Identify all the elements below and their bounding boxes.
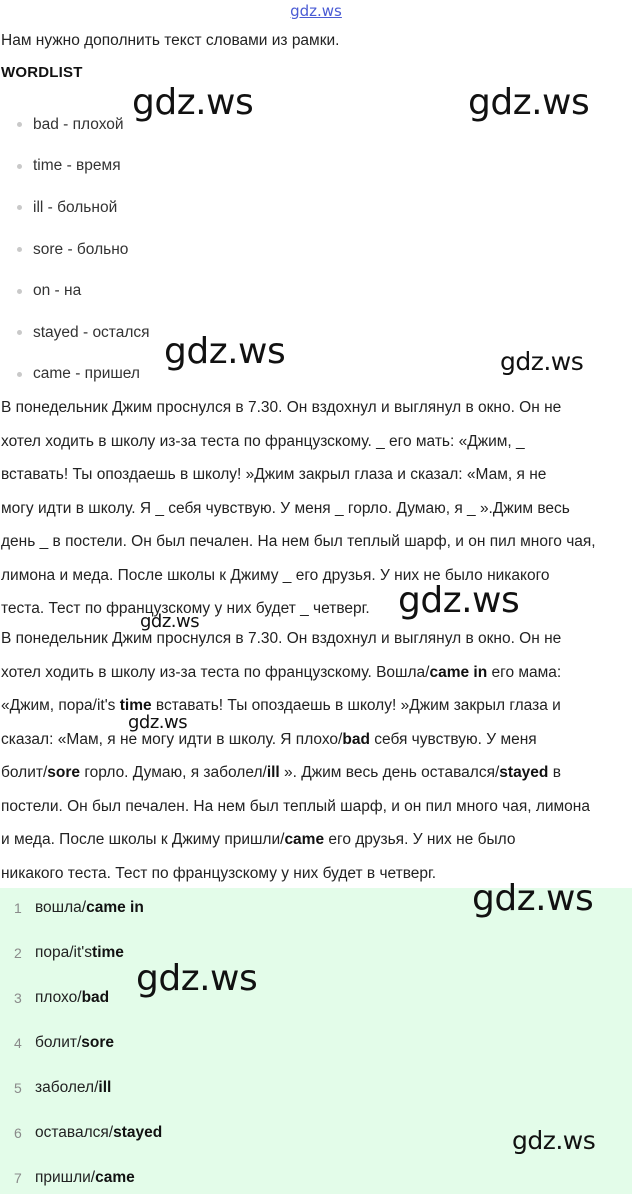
answer-text-run: сказал: «Мам, я не могу идти в школу. Я плохо/ <box>1 730 343 748</box>
answer-text <box>1 622 632 890</box>
answer-text-run: и меда. После школы к Джиму пришли/ <box>1 831 285 848</box>
wordlist-item: time - время <box>0 146 150 188</box>
answers-list <box>0 885 162 1200</box>
answer-text-run: болит/ <box>1 764 48 781</box>
bullet-icon <box>17 330 22 335</box>
task-text-line: теста. Тест по французскому у них будет _ четверг. <box>1 600 370 617</box>
answer-item <box>0 1065 162 1110</box>
answer-ru: оставался/ <box>35 1123 114 1141</box>
answer-ru: пора/it's <box>35 943 93 961</box>
answer-text-run: в <box>548 764 561 781</box>
wordlist-item: sore - больно <box>0 229 150 271</box>
answer-keyword: stayed <box>499 764 549 781</box>
answer-en: bad <box>81 988 110 1006</box>
answer-item <box>0 885 162 930</box>
answer-ru: пришли/ <box>35 1168 96 1186</box>
wordlist <box>0 104 150 395</box>
answer-keyword: bad <box>342 730 370 748</box>
answer-ru: вошла/ <box>35 898 87 916</box>
answer-text-line <box>1 656 632 690</box>
answer-text-run: В понедельник Джим проснулся в 7.30. Он вздохнул и выглянул в окно. Он не <box>1 630 562 647</box>
bullet-icon <box>17 122 22 127</box>
answer-keyword: sore <box>47 764 81 781</box>
watermark: gdz.ws <box>398 580 520 621</box>
answer-en: stayed <box>113 1123 163 1141</box>
answer-text-run: вставать! Ты опоздаешь в школу! »Джим закрыл глаза и <box>151 697 561 714</box>
answer-text-line <box>1 622 632 656</box>
bullet-icon <box>17 247 22 252</box>
answer-number: 4 <box>14 1034 22 1051</box>
task-text-line: вставать! Ты опоздаешь в школу! »Джим закрыл глаза и сказал: «Мам, я не <box>1 466 547 483</box>
wordlist-item: bad - плохой <box>0 104 150 146</box>
answer-ru: заболел/ <box>35 1078 99 1096</box>
wordlist-item: stayed - остался <box>0 312 150 354</box>
answer-text-run: его мама: <box>487 663 562 681</box>
watermark: gdz.ws <box>140 611 200 632</box>
watermark: gdz.ws <box>164 331 286 372</box>
answer-en: ill <box>98 1078 112 1096</box>
answer-text-run: постели. Он был печален. На нем был теплый шарф, и он пил много чая, лимона <box>1 797 590 815</box>
task-text-line: лимона и меда. После школы к Джиму _ его друзья. У них не было никакого <box>1 566 550 584</box>
answer-keyword: ill <box>266 764 280 781</box>
bullet-icon <box>17 205 22 210</box>
answer-item <box>0 1110 162 1155</box>
answer-number: 6 <box>14 1124 22 1141</box>
bullet-icon <box>17 289 22 294</box>
bullet-icon <box>17 164 22 169</box>
watermark: gdz.ws <box>500 347 584 376</box>
answer-text-line <box>1 790 632 824</box>
answer-text-line <box>1 689 632 723</box>
task-text-line: В понедельник Джим проснулся в 7.30. Он вздохнул и выглянул в окно. Он не <box>1 399 562 416</box>
answer-number: 5 <box>14 1079 22 1096</box>
answer-text-run: ». Джим весь день оставался/ <box>279 764 500 781</box>
wordlist-item: ill - больной <box>0 187 150 229</box>
intro-text: Нам нужно дополнить текст словами из рамки. <box>1 32 340 49</box>
answer-text-run: горло. Думаю, я заболел/ <box>80 764 267 781</box>
answer-number: 2 <box>14 944 22 961</box>
answer-number: 7 <box>14 1169 22 1186</box>
wordlist-heading: WORDLIST <box>1 64 83 81</box>
answer-text-line <box>1 723 632 757</box>
answer-text-run: хотел ходить в школу из-за теста по французскому. Вошла/ <box>1 663 430 681</box>
watermark: gdz.ws <box>128 712 188 733</box>
answer-item <box>0 1020 162 1065</box>
answer-ru: болит/ <box>35 1033 82 1051</box>
task-text <box>1 391 632 626</box>
answer-text-run: никакого теста. Тест по французскому у них будет в четверг. <box>1 864 437 882</box>
answer-number: 1 <box>14 899 22 916</box>
answer-item <box>0 1155 162 1200</box>
answer-keyword: came in <box>429 663 488 681</box>
answer-text-run: его друзья. У них не было <box>324 831 516 848</box>
answer-en: came in <box>86 898 144 916</box>
answer-text-run: себя чувствую. У меня <box>369 730 537 748</box>
task-text-line: день _ в постели. Он был печален. На нем был теплый шарф, и он пил много чая, <box>1 533 596 550</box>
answer-text-run: «Джим, пора/it's <box>1 697 120 714</box>
watermark: gdz.ws <box>136 958 258 999</box>
watermark: gdz.ws <box>468 82 590 123</box>
answer-en: sore <box>81 1033 115 1051</box>
answer-keyword: came <box>284 831 325 848</box>
watermark: gdz.ws <box>512 1126 596 1155</box>
site-link[interactable]: gdz.ws <box>290 2 342 20</box>
watermark: gdz.ws <box>472 878 594 919</box>
answer-keyword: time <box>119 697 152 714</box>
answer-text-line <box>1 756 632 790</box>
answer-number: 3 <box>14 989 22 1006</box>
answer-ru: плохо/ <box>35 988 82 1006</box>
answer-en: came <box>95 1168 135 1186</box>
task-text-line: могу идти в школу. Я _ себя чувствую. У меня _ горло. Думаю, я _ ».Джим весь <box>1 499 570 517</box>
task-text-line: хотел ходить в школу из-за теста по французскому. _ его мать: «Джим, _ <box>1 432 525 450</box>
answer-en: time <box>92 943 124 961</box>
wordlist-item: came - пришел <box>0 354 150 396</box>
bullet-icon <box>17 372 22 377</box>
wordlist-item: on - на <box>0 270 150 312</box>
watermark: gdz.ws <box>132 82 254 123</box>
answer-text-line <box>1 823 632 857</box>
